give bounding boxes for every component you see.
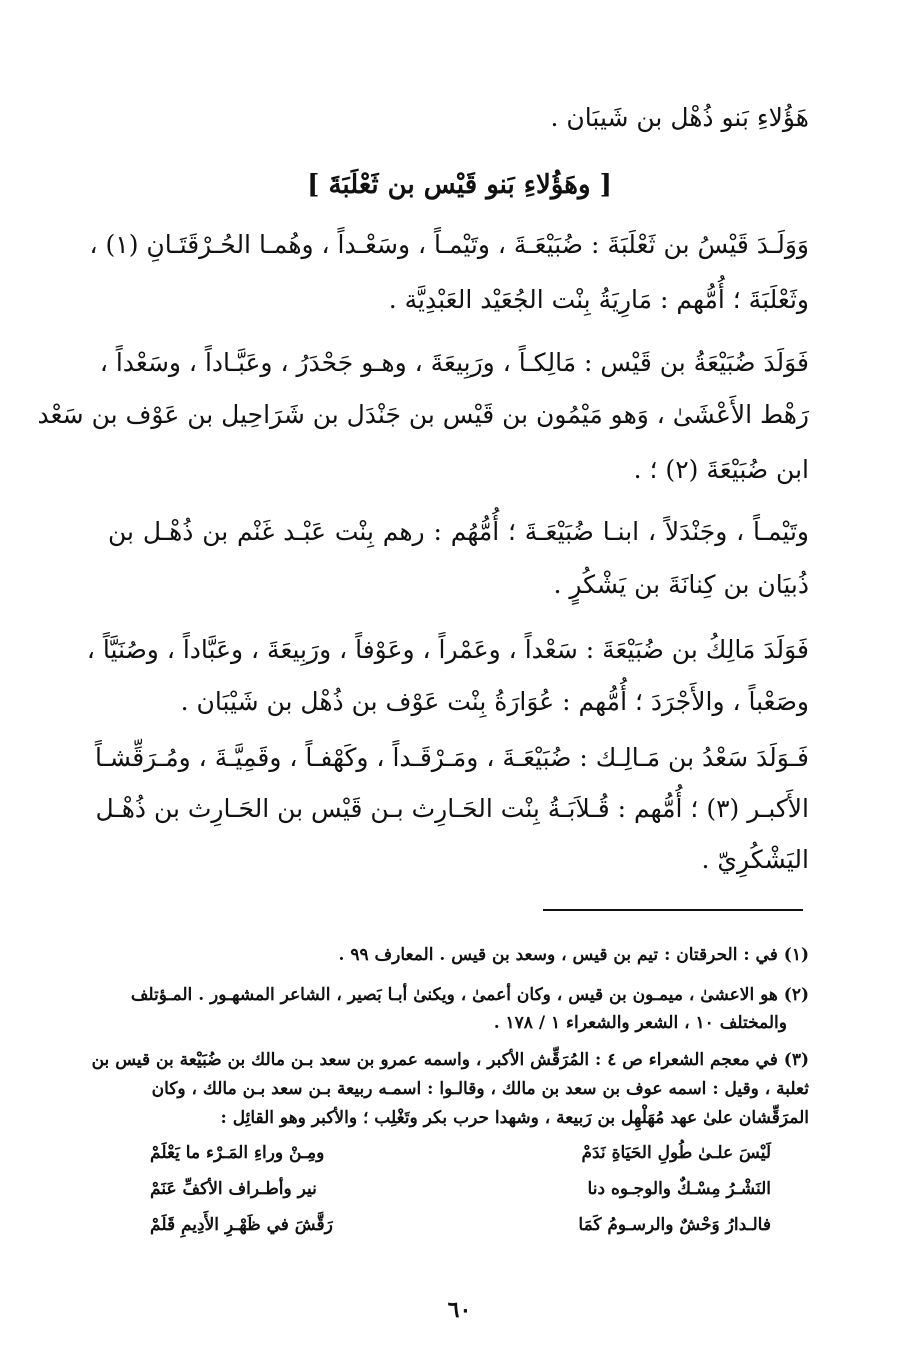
paragraph-4-line-1: فَوَلَدَ مَالِكُ بن ضُبَيْعَةَ : سَعْداً ، وعَمْراً ، وعَوْفاً ، ورَبِيعَةَ ، وعَبَّاداً ، وصُنَيَّاً ، — [86, 635, 809, 664]
verse-row-2 — [150, 1176, 771, 1202]
section-heading: [ وهَؤُلاءِ بَنو قَيْس بن ثَعْلَبَةَ ] — [307, 170, 612, 200]
footnote-separator — [543, 909, 803, 911]
footnote-1: (١) في : الحرقتان : تيم بن قيس ، وسعد بن قيس . المعارف ٩٩ . — [338, 945, 809, 965]
verse-1-second-hemistich: ومِـنْ وراءِ المَـرْء ما يَعْلَمْ — [150, 1143, 325, 1163]
footnote-3-line-3: المرَقِّشان علىٰ عهد مُهَلْهِل بن رَبيعة ، وشهدا حرب بكر وتَغْلِب ؛ والأكبر وهو القائِل : — [220, 1108, 809, 1128]
paragraph-3-line-1: وتَيْمـاً ، وجَنْدَلاً ، ابنـا ضُبَيْعَـةَ ؛ أُمُّهُم : رهم بِنْت عَبْـد غَنْم بن ذُهْـل بن — [108, 517, 809, 546]
page-number: ٦٠ — [447, 1297, 472, 1323]
footnote-2-line-1: (٢) هو الاعشىٰ ، ميمـون بن قيس ، وكان أعمىٰ ، ويكنىٰ أبـا بَصير ، الشاعر المشهـور . المـؤتلف — [130, 985, 809, 1005]
footnote-3-line-1: (٣) في معجم الشعراء ص ٤ : المُرَقِّش الأكبر ، واسمه عمرو بن سعد بـن مالك بن ضُبَيْعة بن قيس بن — [91, 1050, 809, 1070]
verse-2-first-hemistich: النَشْـرُ مِسْـكٌ والوجـوه دنا — [587, 1179, 771, 1199]
paragraph-5-line-3: اليَشْكُرِيّ . — [701, 845, 809, 874]
paragraph-4-line-2: وصَعْباً ، والأَجْرَدَ ؛ أُمُّهم : عُوَارَةُ بِنْت عَوْف بن ذُهْل بن شَيْبَان . — [180, 687, 809, 716]
paragraph-1-line-2: وثَعْلَبَةَ ؛ أُمُّهم : مَارِيَةُ بِنْت الجُعَيْد العَبْدِيَّة . — [388, 285, 809, 314]
footnote-2-line-2: والمختلف ١٠ ، الشعر والشعراء ١ / ١٧٨ . — [493, 1013, 787, 1033]
verse-row-1 — [150, 1140, 771, 1166]
paragraph-2-line-2: رَهْط الأَعْشَىٰ ، وَهو مَيْمُون بن قَيْس بن جَنْدَل بن شَرَاحِيل بن عَوْف بن سَعْد — [37, 400, 809, 429]
paragraph-2-line-1: فَوَلَدَ ضُبَيْعَةُ بن قَيْس : مَالِكـاً ، ورَبِيعَةَ ، وهـو جَحْدَرُ ، وعَبَّـاداً ، وسَعْداً ، — [99, 348, 809, 377]
paragraph-5-line-1: فَـوَلَدَ سَعْدُ بن مَـالِـك : ضُبَيْعَـةَ ، ومَـرْقَـداً ، وكَهْفـاً ، وقَمِيَّـةَ ، ومُـرَقِّشـاً — [94, 743, 809, 772]
paragraph-2-line-3: ابن ضُبَيْعَةَ (٢) ؛ . — [633, 455, 809, 484]
paragraph-1-line-1: وَوَلَـدَ قَيْسُ بن ثَعْلَبَةَ : ضُبَيْعَـةَ ، وتَيْمـاً ، وسَعْـداً ، وهُمـا الحُـرْقَتَـانِ (١) ، — [89, 230, 809, 259]
verse-2-second-hemistich: نير وأطـراف الأكفِّ عَنَمْ — [150, 1179, 317, 1199]
verse-3-first-hemistich: فالـدارُ وَحْشٌ والرسـومُ كَمَا — [578, 1215, 771, 1235]
footnote-3-line-2: ثعلبة ، وقيل : اسمه عوف بن سعد بن مالك ، وقالـوا : اسمـه ربيعة بـن سعد بـن مالك ، وكان — [151, 1079, 809, 1099]
verse-3-second-hemistich: رَقَّشَ في ظَهْـرِ الأَدِيمِ قَلَمْ — [150, 1215, 333, 1235]
closing-line: هَؤُلاءِ بَنو ذُهْل بن شَيبَان . — [550, 103, 809, 132]
verse-row-3 — [150, 1212, 771, 1238]
paragraph-3-line-2: ذُبيَان بن كِنانَةَ بن يَشْكُرٍ . — [553, 570, 809, 599]
verse-1-first-hemistich: لَيْسَ علـىٰ طُولِ الحَيَاةِ نَدَمْ — [581, 1143, 771, 1163]
paragraph-5-line-2: الأَكبـر (٣) ؛ أُمُّهم : قُـلاَبَـةُ بِنْت الحَـارِث بـن قَيْس بن الحَـارِث بن ذُهْـل — [95, 794, 809, 823]
